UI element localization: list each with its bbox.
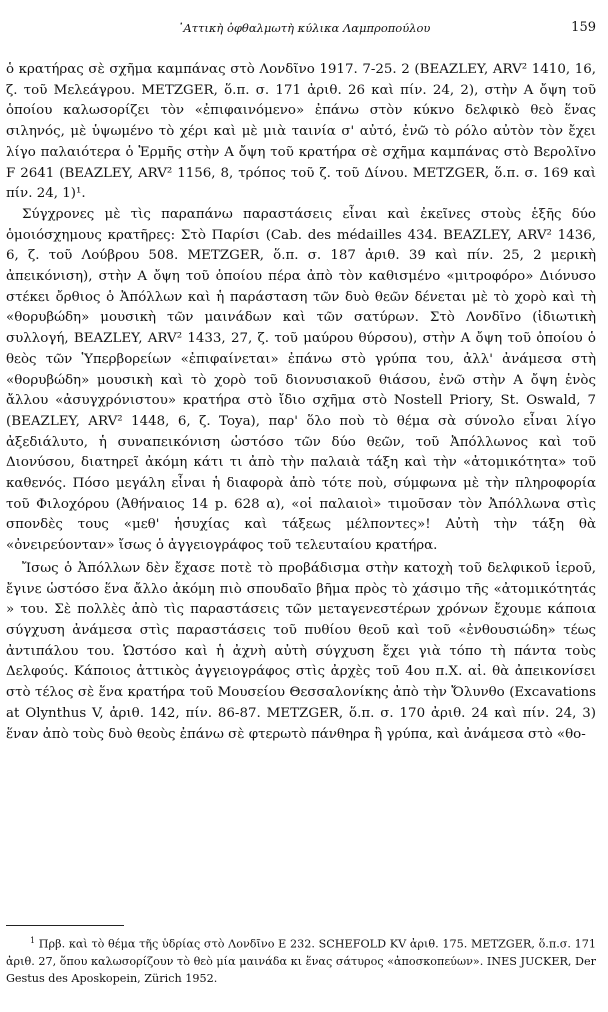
running-title: ᾿Αττικὴ ὀφθαλμωτὴ κύλικα Λαμπροπούλου [177,21,431,35]
page-number: 159 [571,20,596,35]
footnote-text: Πρβ. καὶ τὸ θέμα τῆς ὑδρίας στὸ Λονδῖνο Ε 232. SCHEFOLD KV ἀριθ. 175. METZGER, ὅ.π.σ. 171 ἀριθ. 27, ὅπου καλωσορίζουν τὸ θεὸ μία μαινάδα κι ἕνας σάτυρος «ἀποσκοπεύων». INES JUCKER, Der Gestus des Aposkopein, Zürich 1952. [6,937,596,985]
footnote-marker: 1 [30,936,36,945]
paragraph-3: Ἴσως ὁ Ἀπόλλων δὲν ἔχασε ποτὲ τὸ προβάδισμα στὴν κατοχὴ τοῦ δελφικοῦ ἱεροῦ, ἔγινε ὡστόσο ἕνα ἄλλο ἀκόμη πιὸ σπουδαῖο βῆμα πρὸς τὸ χάσιμο τῆς «ἀτομικότητάς » του. Σὲ πολλὲς ἀπὸ τὶς παραστάσεις τῶν μεταγενεστέρων χρόνων ἔχουμε κάποια σύγχυση ἀνάμεσα στὶς παραστάσεις τοῦ πυθίου θεοῦ καὶ τοῦ «ἐνθουσιώδη» τέως ἀντιπάλου του. Ὡστόσο καὶ ἡ ἀχνὴ αὐτὴ σύγχυση ἔχει γιὰ τόπο τὴ πάντα τοὺς Δελφούς. Κάποιος ἀττικὸς ἀγγειογράφος στὶς ἀρχὲς τοῦ 4ου π.Χ. αἰ. θὰ ἀπεικονίσει στὸ τέλος σὲ ἕνα κρατήρα τοῦ Μουσείου Θεσσαλονίκης ἀπὸ τὴν Ὄλυνθο (Excavations at Olynthus V, ἀριθ. 142, πίν. 86-87. METZGER, ὅ.π. σ. 170 ἀριθ. 24 καὶ πίν. 24, 3) ἕναν ἀπὸ τοὺς δυὸ θεοὺς ἐπάνω σὲ φτερωτὸ πάνθηρα ἢ γρύπα, καὶ ἀνάμεσα στὸ «θο- [6,560,596,742]
paragraph-2: Σύγχρονες μὲ τὶς παραπάνω παραστάσεις εἶναι καὶ ἐκεῖνες στοὺς ἑξῆς δύο ὁμοιόσχημους κρατῆρες: Στὸ Παρίσι (Cab. des médailles 434. BEAZLEY, ARV² 1436, 6, ζ. τοῦ Λούβρου 508. METZGER, ὅ.π. σ. 187 ἀριθ. 39 καὶ πίν. 25, 2 μερικὴ ἀπεικόνιση), στὴν Α ὄψη τοῦ ὁποίου πέρα ἀπὸ τὸν καθισμένο «μιτροφόρο» Διόνυσο στέκει ὄρθιος ὁ Ἀπόλλων καὶ ἡ παράσταση τῶν δυὸ θεῶν δένεται μὲ τὸ χορὸ καὶ τὴ «θορυβώδη» μουσικὴ τῶν μαινάδων καὶ τῶν σατύρων. Στὸ Λονδῖνο (ἰδιωτικὴ συλλογή, BEAZLEY, ARV² 1433, 27, ζ. τοῦ μαύρου θύρσου), στὴν Α ὄψη τοῦ ὁποίου ὁ θεὸς τῶν Ὑπερβορείων «ἐπιφαίνεται» ἐπάνω στὸ γρύπα του, ἀλλ' ἀνάμεσα στὴ «θορυβώδη» μουσικὴ καὶ τὸ χορὸ τοῦ διονυσιακοῦ θιάσου, ἐνῶ στὴν Α ὄψη ἑνὸς ἄλλου «ἀσυγχρόνιστου» κρατήρα στὸ ἴδιο σχῆμα στὸ Nostell Priory, St. Oswald, 7 (BEAZLEY, ARV² 1448, 6, ζ. Toya), παρ' ὅλο ποὺ τὸ θέμα σὰ σύνολο εἶναι λίγο ἀξεδιάλυτο, ἡ συναπεικόνιση ὡστόσο τῶν δύο θεῶν, τοῦ Ἀπόλλωνος καὶ τοῦ Διονύσου, διατηρεῖ ἀκόμη κάτι τι ἀπὸ τὴν παλαιὰ τάξη καὶ τὴν «ἀτομικότητα» τοῦ καθενός. Πόσο μεγάλη εἶναι ἡ διαφορὰ ἀπὸ τότε ποὺ, σύμφωνα μὲ τὴν πληροφορία τοῦ Φιλοχόρου (Ἀθήναιος 14 p. 628 α), «οἱ παλαιοὶ» τιμοῦσαν τὸν Ἀπόλλωνα στὶς σπονδὲς τους «μεθ' ἡσυχίας καὶ τάξεως μέλποντες»! Αὐτὴ τὴν τάξη θὰ «ὀνειρεύονταν» ἴσως ὁ ἀγγειογράφος τοῦ τελευταίου κρατήρα. [6,206,596,554]
footnote-divider [6,925,124,926]
running-head [0,18,608,38]
body-text [6,60,596,745]
footnote [6,932,596,987]
paragraph-1: ὁ κρατήρας σὲ σχῆμα καμπάνας στὸ Λονδῖνο 1917. 7-25. 2 (BEAZLEY, ARV² 1410, 16, ζ. τοῦ Μελεάγρου. METZGER, ὅ.π. σ. 171 ἀριθ. 26 καὶ πίν. 24, 2), στὴν Α ὄψη τοῦ ὁποίου καλωσορίζει τὸν «ἐπιφαινόμενο» ἐπάνω στὸν κύκνο δελφικὸ θεὸ ἕνας σιληνός, μὲ ὑψωμένο τὸ χέρι καὶ μὲ μιὰ ταινία σ' αὐτό, ἐνῶ τὸ ρόλο αὐτὸν τὸν ἔχει λίγο παλαιότερα ὁ Ἑρμῆς στὴν Α ὄψη τοῦ κρατήρα σὲ σχῆμα καμπάνας στὸ Βερολῖνο F 2641 (BEAZLEY, ARV² 1156, 8, τρόπος τοῦ ζ. τοῦ Δίνου. METZGER, ὅ.π. σ. 169 καὶ πίν. 24, 1)¹. [6,62,596,202]
